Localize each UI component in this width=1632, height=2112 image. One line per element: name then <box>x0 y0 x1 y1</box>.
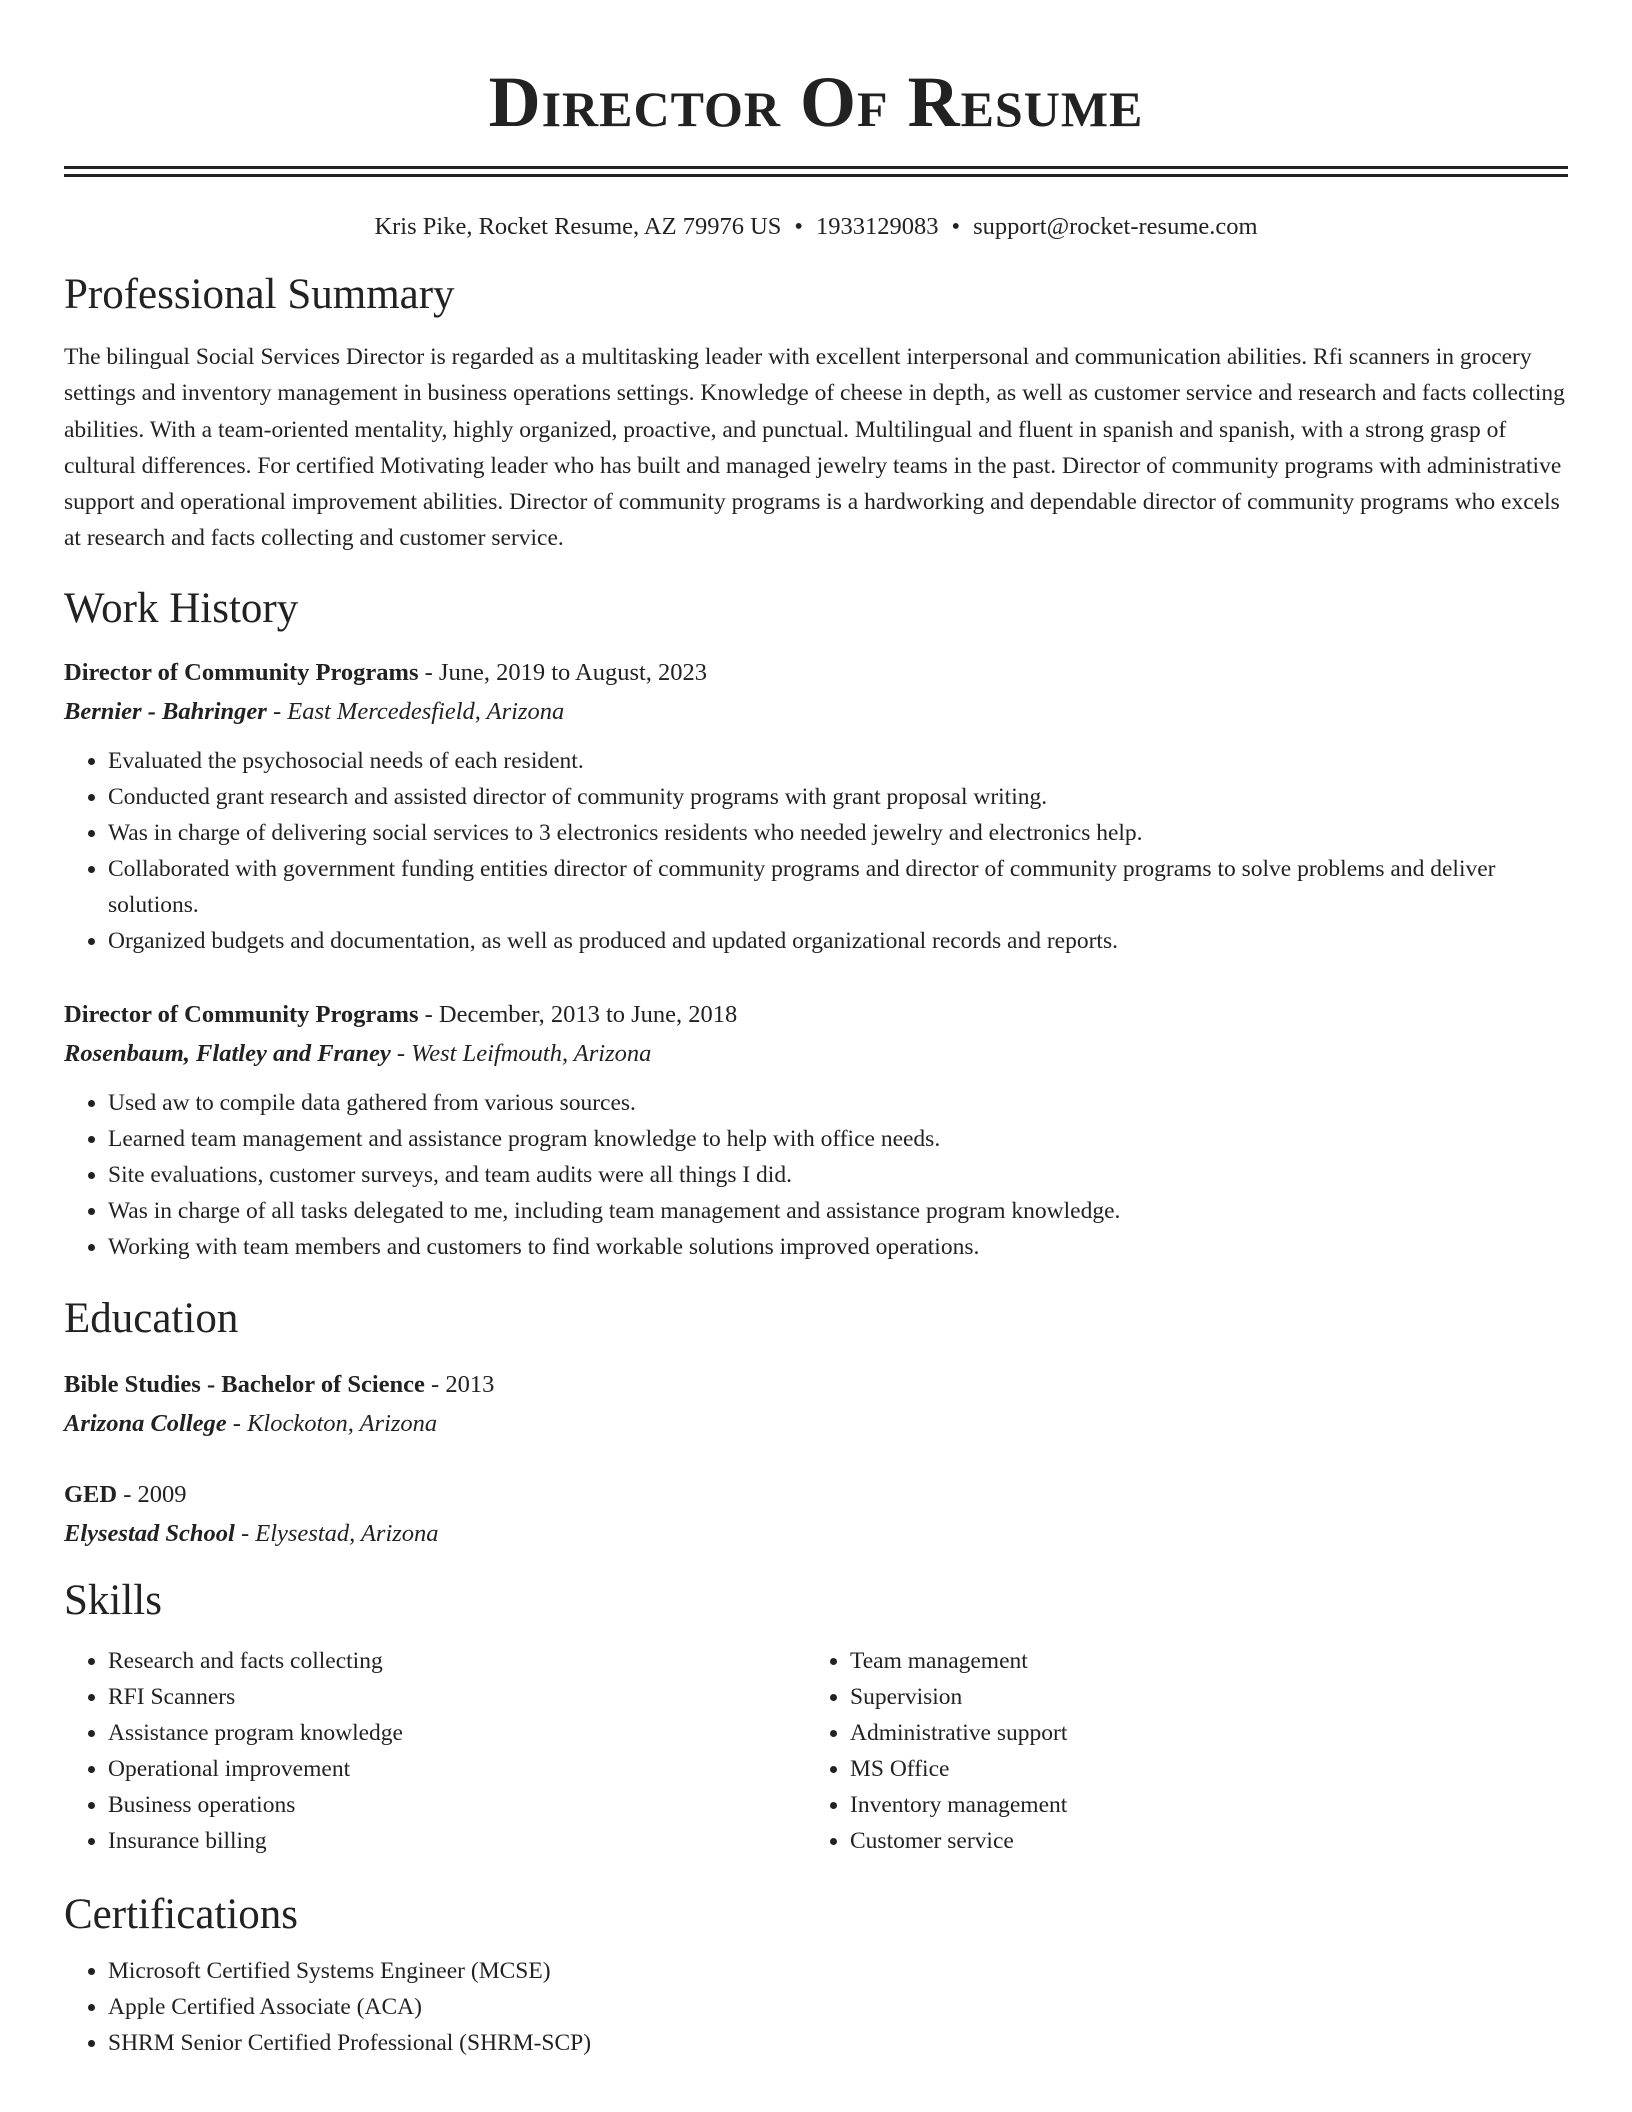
contact-email: support@rocket-resume.com <box>973 213 1258 240</box>
job-company-line <box>64 692 1568 731</box>
list-item: • Research and facts collecting <box>108 1643 806 1679</box>
education-school-line <box>64 1404 1568 1443</box>
education-degree: Bible Studies - Bachelor of Science <box>64 1370 425 1398</box>
job-title-line <box>64 653 1568 692</box>
resume-page <box>64 0 1568 2061</box>
education-location: - Klockoton, Arizona <box>226 1409 438 1437</box>
list-item: • Insurance billing <box>108 1823 806 1859</box>
job-company-line <box>64 1034 1568 1073</box>
education-degree-line <box>64 1365 1568 1404</box>
skills-list <box>806 1643 1548 1859</box>
list-item: • Administrative support <box>850 1715 1548 1751</box>
education-school: Elysestad School <box>64 1519 235 1547</box>
list-item: • Site evaluations, customer surveys, and team audits were all things I did. <box>108 1157 1568 1193</box>
list-item: • Was in charge of all tasks delegated to me, including team management and assistance program knowledge. <box>108 1193 1568 1229</box>
list-item: • Microsoft Certified Systems Engineer (MCSE) <box>108 1953 1568 1989</box>
education-school: Arizona College <box>64 1409 227 1437</box>
skills-list <box>64 1643 806 1859</box>
work-history-heading: Work History <box>64 584 299 632</box>
contact-line <box>64 211 1568 243</box>
job-company: Bernier - Bahringer <box>64 697 267 725</box>
job-bullets <box>64 743 1568 959</box>
certifications-list <box>64 1953 1568 2061</box>
list-item: • Business operations <box>108 1787 806 1823</box>
certifications-heading: Certifications <box>64 1890 299 1938</box>
job-location: - West Leifmouth, Arizona <box>390 1039 652 1067</box>
skills-heading: Skills <box>64 1576 162 1624</box>
job-bullets <box>64 1085 1568 1265</box>
list-item: • Assistance program knowledge <box>108 1715 806 1751</box>
list-item: • Learned team management and assistance program knowledge to help with office needs. <box>108 1121 1568 1157</box>
education-year: - 2013 <box>424 1370 495 1398</box>
list-item: • Team management <box>850 1643 1548 1679</box>
list-item: • Collaborated with government funding entities director of community programs and director of community programs to solve problems and deliver solutions. <box>108 851 1568 923</box>
title-divider <box>64 166 1568 177</box>
list-item: • Operational improvement <box>108 1751 806 1787</box>
list-item: • Was in charge of delivering social services to 3 electronics residents who needed jewelry and electronics help. <box>108 815 1568 851</box>
summary-text: The bilingual Social Services Director is regarded as a multitasking leader with excellent interpersonal and communication abilities. Rfi scanners in grocery settings and inventory management in business operations settings. Knowledge of cheese in depth, as well as customer service and research and facts collecting abilities. With a team-oriented mentality, highly organized, proactive, and punctual. Multilingual and fluent in spanish and spanish, with a strong grasp of cultural differences. For certified Motivating leader who has built and managed jewelry teams in the past. Director of community programs with administrative support and operational improvement abilities. Director of community programs is a hardworking and dependable director of community programs who excels at research and facts collecting and customer service. <box>64 344 1565 552</box>
education-location: - Elysestad, Arizona <box>234 1519 439 1547</box>
job-title-line <box>64 995 1568 1034</box>
resume-title: Director Of Resume <box>488 62 1144 142</box>
job-company: Rosenbaum, Flatley and Franey <box>64 1039 391 1067</box>
contact-address: Kris Pike, Rocket Resume, AZ 79976 US <box>374 213 782 240</box>
education-degree: GED <box>64 1480 118 1508</box>
contact-separator: • <box>951 213 961 240</box>
education-year: - 2009 <box>117 1480 187 1508</box>
job-dates: - June, 2019 to August, 2023 <box>418 658 708 686</box>
list-item: • Used aw to compile data gathered from various sources. <box>108 1085 1568 1121</box>
list-item: • Conducted grant research and assisted director of community programs with grant proposal writing. <box>108 779 1568 815</box>
summary-heading: Professional Summary <box>64 271 455 318</box>
list-item: • MS Office <box>850 1751 1548 1787</box>
list-item: • Working with team members and customers to find workable solutions improved operations. <box>108 1229 1568 1265</box>
education-entry <box>64 1475 1568 1553</box>
list-item: • SHRM Senior Certified Professional (SHRM-SCP) <box>108 2025 1568 2061</box>
job-location: - East Mercedesfield, Arizona <box>266 697 565 725</box>
list-item: • Evaluated the psychosocial needs of each resident. <box>108 743 1568 779</box>
contact-phone: 1933129083 <box>815 213 939 240</box>
job-entry <box>64 653 1568 959</box>
job-title: Director of Community Programs <box>64 658 419 686</box>
skills-column-left <box>64 1643 806 1859</box>
education-degree-line <box>64 1475 1568 1514</box>
job-dates: - December, 2013 to June, 2018 <box>418 1000 738 1028</box>
education-school-line <box>64 1514 1568 1553</box>
education-heading: Education <box>64 1294 239 1342</box>
skills-column-right <box>806 1643 1548 1859</box>
list-item: • Inventory management <box>850 1787 1548 1823</box>
job-entry <box>64 995 1568 1265</box>
contact-separator: • <box>794 213 803 240</box>
list-item: • Organized budgets and documentation, as well as produced and updated organizational records and reports. <box>108 923 1568 959</box>
skills-grid <box>64 1643 1568 1859</box>
list-item: • Apple Certified Associate (ACA) <box>108 1989 1568 2025</box>
list-item: • Supervision <box>850 1679 1548 1715</box>
education-entry <box>64 1365 1568 1443</box>
list-item: • Customer service <box>850 1823 1548 1859</box>
job-title: Director of Community Programs <box>64 1000 419 1028</box>
list-item: • RFI Scanners <box>108 1679 806 1715</box>
